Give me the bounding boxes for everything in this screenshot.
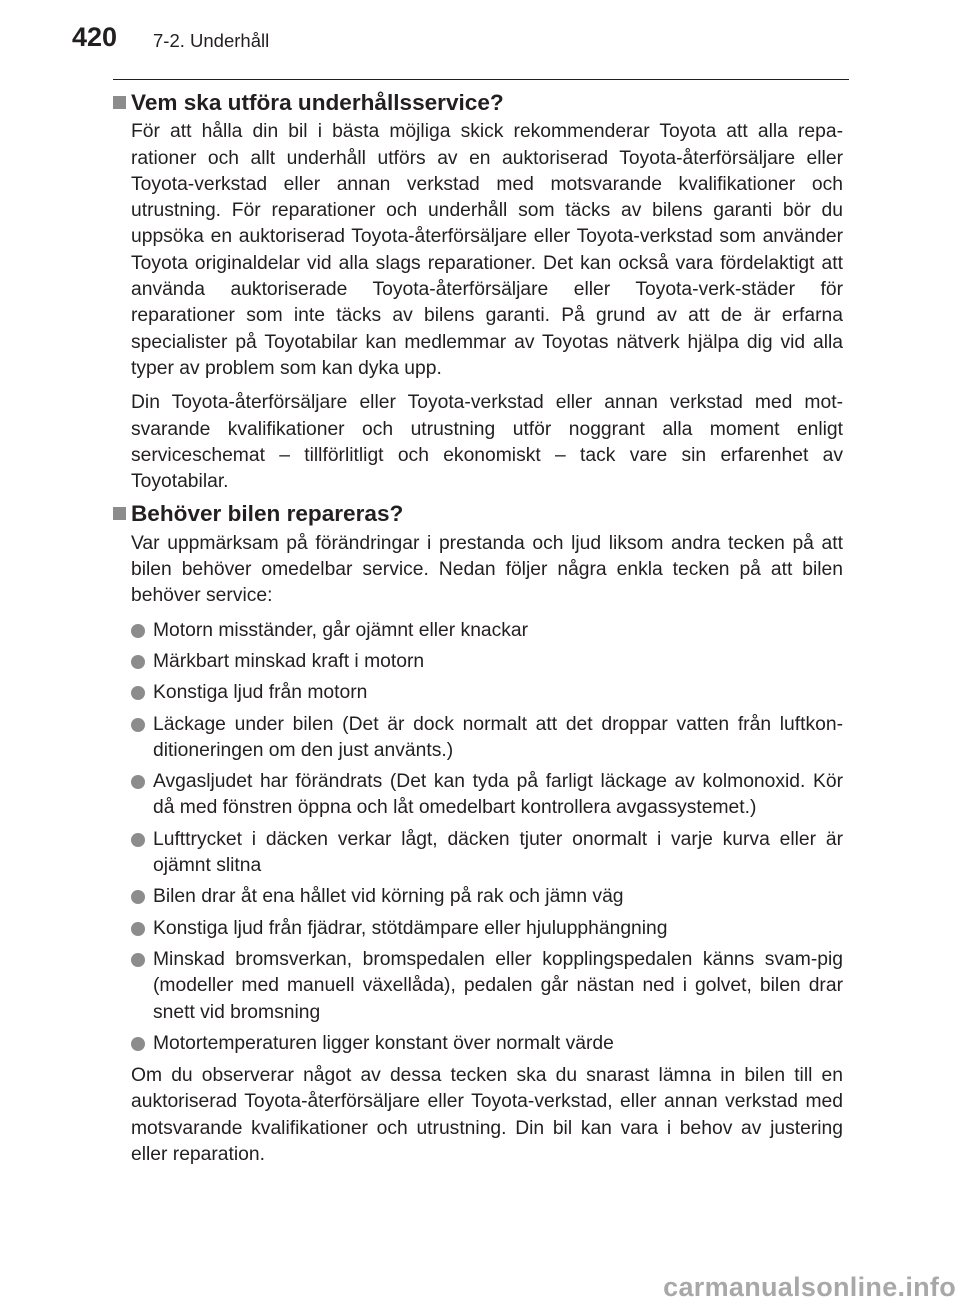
list-item — [131, 827, 843, 880]
list-item — [131, 947, 843, 1026]
list-item — [131, 1031, 843, 1057]
list-item — [131, 712, 843, 765]
circle-bullet-icon — [131, 922, 145, 936]
list-item-text: Lufttrycket i däcken verkar lågt, däcken tjuter onormalt i varje kurva eller är ojämnt slitna — [153, 828, 843, 877]
list-item-text: Bilen drar åt ena hållet vid körning på rak och jämn väg — [153, 886, 624, 908]
square-bullet-icon — [113, 96, 126, 109]
symptom-list — [131, 618, 843, 1057]
paragraph: Var uppmärksam på förändringar i prestanda och ljud liksom andra tecken på att bilen behöver omedelbar service. Nedan följer några enkla tecken på att bilen behöver service: — [131, 532, 843, 607]
list-item-text: Minskad bromsverkan, bromspedalen eller kopplingspedalen känns svam-pig (modeller med manuell växellåda), pedalen går nästan ned i golvet, bilen drar snett vid bromsning — [153, 948, 843, 1023]
list-item-text: Motorn misständer, går ojämnt eller knackar — [153, 619, 529, 641]
list-item — [131, 618, 843, 644]
list-item-text: Märkbart minskad kraft i motorn — [153, 650, 425, 672]
section-heading — [113, 501, 843, 527]
list-item — [131, 680, 843, 706]
watermark: carmanualsonline.info — [663, 1272, 956, 1302]
list-item-text: Konstiga ljud från motorn — [153, 682, 368, 704]
paragraph: För att hålla din bil i bästa möjliga skick rekommenderar Toyota att alla repa-rationer och allt underhåll utförs av en auktoriserad Toyota-återförsäljare eller Toyota-verkstad eller annan verkstad med motsvarande kvalifikationer och utrustning. För reparationer och underhåll som täcks av bilens garanti bör du uppsöka en auktoriserad Toyota-återförsäljare eller Toyota-verkstad som använder Toyota originaldelar vid alla slags reparationer. Det kan också vara fördelaktigt att använda auktoriserade Toyota-återförsäljare eller Toyota-verk-städer för reparationer som inte täcks av bilens garanti. På grund av att de är erfarna specialister på Toyotabilar kan medlemmar av Toyotas nätverk hjälpa dig vid alla typer av problem som kan dyka upp. — [131, 121, 843, 379]
circle-bullet-icon — [131, 833, 145, 847]
paragraph: Din Toyota-återförsäljare eller Toyota-verkstad eller annan verkstad med mot-svarande kvalifikationer och utrustning utför noggrant alla moment enligt serviceschemat – tillförlitligt och ekonomiskt – tack vare sin erfarenhet av Toyotabilar. — [131, 392, 843, 493]
list-item — [131, 769, 843, 822]
heading-text: Vem ska utföra underhållsservice? — [131, 90, 504, 115]
list-item-text: Motortemperaturen ligger konstant över normalt värde — [153, 1032, 614, 1054]
circle-bullet-icon — [131, 624, 145, 638]
list-item — [131, 916, 843, 942]
circle-bullet-icon — [131, 718, 145, 732]
circle-bullet-icon — [131, 953, 145, 967]
list-item-text: Läckage under bilen (Det är dock normalt att det droppar vatten från luftkon-ditioneringen om den just använts.) — [153, 713, 843, 761]
page-number: 420 — [72, 22, 118, 52]
section-heading — [113, 90, 843, 116]
header-rule — [113, 79, 849, 80]
paragraph: Om du observerar något av dessa tecken ska du snarast lämna in bilen till en auktoriserad Toyota-återförsäljare eller Toyota-verkstad, eller annan verkstad med motsvarande kvalifikationer och utrustning. Din bil kan vara i behov av justering eller reparation. — [131, 1065, 843, 1165]
circle-bullet-icon — [131, 655, 145, 669]
list-item-text: Konstiga ljud från fjädrar, stötdämpare eller hjulupphängning — [153, 917, 668, 939]
square-bullet-icon — [113, 507, 126, 520]
circle-bullet-icon — [131, 1037, 145, 1051]
circle-bullet-icon — [131, 890, 145, 904]
heading-text: Behöver bilen repareras? — [131, 501, 404, 527]
circle-bullet-icon — [131, 775, 145, 789]
circle-bullet-icon — [131, 686, 145, 700]
list-item — [131, 884, 843, 910]
list-item — [131, 649, 843, 675]
section-title: 7-2. Underhåll — [153, 30, 270, 51]
list-item-text: Avgasljudet har förändrats (Det kan tyda på farligt läckage av kolmonoxid. Kör då med fönstren öppna och låt omedelbart kontrollera avgassystemet.) — [153, 771, 843, 819]
page-content — [113, 90, 843, 1168]
